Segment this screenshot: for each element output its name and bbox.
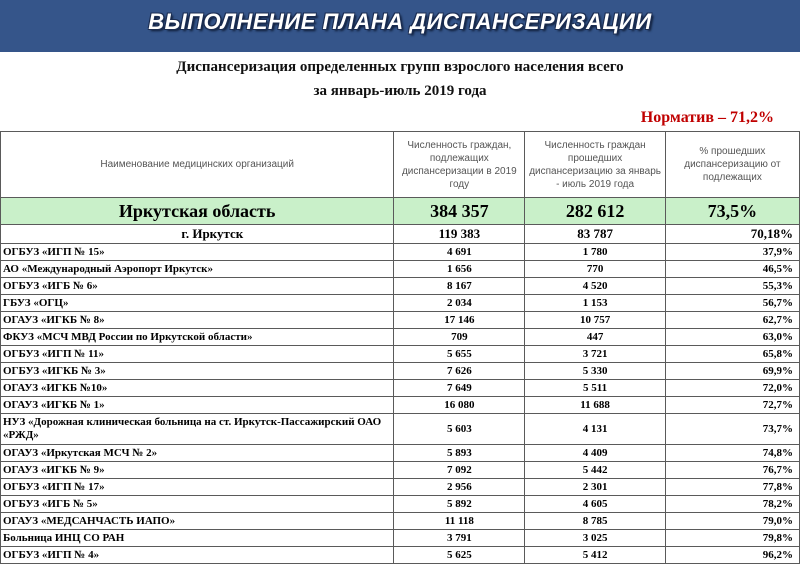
- subject-count-cell: 7 626: [394, 363, 525, 380]
- table-row: [1, 496, 800, 513]
- passed-count-cell: 8 785: [525, 513, 665, 530]
- percent-cell: 37,9%: [665, 244, 799, 261]
- table-row: [1, 513, 800, 530]
- percent-cell: 72,7%: [665, 397, 799, 414]
- subject-count-cell: 1 656: [394, 261, 525, 278]
- passed-count-cell: 5 330: [525, 363, 665, 380]
- header-org: Наименование медицинских организаций: [1, 132, 394, 198]
- passed-count-cell: 10 757: [525, 312, 665, 329]
- passed-count-cell: 4 520: [525, 278, 665, 295]
- subject-count-cell: 5 892: [394, 496, 525, 513]
- header-passed: Численность граждан прошедших диспансеризацию за январь - июль 2019 года: [525, 132, 665, 198]
- subject-count-cell: 5 655: [394, 346, 525, 363]
- org-name-cell: ОГБУЗ «ИГП № 11»: [1, 346, 394, 363]
- city-percent: 70,18%: [665, 225, 799, 244]
- percent-cell: 74,8%: [665, 445, 799, 462]
- table-row: [1, 530, 800, 547]
- table-row: [1, 479, 800, 496]
- passed-count-cell: 5 511: [525, 380, 665, 397]
- percent-cell: 69,9%: [665, 363, 799, 380]
- passed-count-cell: 3 025: [525, 530, 665, 547]
- subject-count-cell: 11 118: [394, 513, 525, 530]
- passed-count-cell: 2 301: [525, 479, 665, 496]
- percent-cell: 79,0%: [665, 513, 799, 530]
- subject-count-cell: 2 034: [394, 295, 525, 312]
- subject-count-cell: 5 893: [394, 445, 525, 462]
- region-subject: 384 357: [394, 198, 525, 225]
- table-row: [1, 244, 800, 261]
- passed-count-cell: 770: [525, 261, 665, 278]
- region-name: Иркутская область: [1, 198, 394, 225]
- region-passed: 282 612: [525, 198, 665, 225]
- region-percent: 73,5%: [665, 198, 799, 225]
- org-name-cell: ОГБУЗ «ИГКБ № 3»: [1, 363, 394, 380]
- passed-count-cell: 5 442: [525, 462, 665, 479]
- org-name-cell: ОГАУЗ «ИГКБ № 1»: [1, 397, 394, 414]
- subject-count-cell: 2 956: [394, 479, 525, 496]
- passed-count-cell: 4 131: [525, 414, 665, 445]
- passed-count-cell: 1 780: [525, 244, 665, 261]
- org-name-cell: ОГБУЗ «ИГП № 4»: [1, 547, 394, 564]
- passed-count-cell: 11 688: [525, 397, 665, 414]
- table-row: [1, 380, 800, 397]
- percent-cell: 72,0%: [665, 380, 799, 397]
- city-total-row: [1, 225, 800, 244]
- org-name-cell: ОГАУЗ «ИГКБ № 9»: [1, 462, 394, 479]
- table-row: [1, 261, 800, 278]
- table-row: [1, 363, 800, 380]
- header-percent: % прошедших диспансеризацию от подлежащих: [665, 132, 799, 198]
- org-name-cell: ОГАУЗ «Иркутская МСЧ № 2»: [1, 445, 394, 462]
- subject-count-cell: 7 092: [394, 462, 525, 479]
- table-row: [1, 397, 800, 414]
- percent-cell: 76,7%: [665, 462, 799, 479]
- passed-count-cell: 5 412: [525, 547, 665, 564]
- table-header-row: [1, 132, 800, 198]
- dispensary-table: [0, 131, 800, 564]
- region-total-row: [1, 198, 800, 225]
- percent-cell: 65,8%: [665, 346, 799, 363]
- table-row: [1, 547, 800, 564]
- passed-count-cell: 1 153: [525, 295, 665, 312]
- table-row: [1, 462, 800, 479]
- percent-cell: 78,2%: [665, 496, 799, 513]
- table-row: [1, 312, 800, 329]
- org-name-cell: ОГБУЗ «ИГП № 15»: [1, 244, 394, 261]
- percent-cell: 62,7%: [665, 312, 799, 329]
- org-name-cell: ОГАУЗ «ИГКБ №10»: [1, 380, 394, 397]
- table-row: [1, 278, 800, 295]
- passed-count-cell: 4 605: [525, 496, 665, 513]
- subject-count-cell: 7 649: [394, 380, 525, 397]
- percent-cell: 79,8%: [665, 530, 799, 547]
- percent-cell: 63,0%: [665, 329, 799, 346]
- subject-count-cell: 5 625: [394, 547, 525, 564]
- subject-count-cell: 8 167: [394, 278, 525, 295]
- percent-cell: 96,2%: [665, 547, 799, 564]
- org-name-cell: ОГБУЗ «ИГБ № 5»: [1, 496, 394, 513]
- passed-count-cell: 3 721: [525, 346, 665, 363]
- org-name-cell: АО «Международный Аэропорт Иркутск»: [1, 261, 394, 278]
- table-row: [1, 445, 800, 462]
- table-row: [1, 295, 800, 312]
- page-title: ВЫПОЛНЕНИЕ ПЛАНА ДИСПАНСЕРИЗАЦИИ: [148, 9, 652, 34]
- percent-cell: 55,3%: [665, 278, 799, 295]
- org-name-cell: ОГАУЗ «ИГКБ № 8»: [1, 312, 394, 329]
- org-name-cell: ФКУЗ «МСЧ МВД России по Иркутской области»: [1, 329, 394, 346]
- percent-cell: 56,7%: [665, 295, 799, 312]
- percent-cell: 46,5%: [665, 261, 799, 278]
- subtitle-line-2: за январь-июль 2019 года: [313, 83, 487, 99]
- subject-count-cell: 4 691: [394, 244, 525, 261]
- norm-label: Норматив – 71,2%: [640, 109, 774, 126]
- org-name-cell: ОГБУЗ «ИГП № 17»: [1, 479, 394, 496]
- subject-count-cell: 5 603: [394, 414, 525, 445]
- subtitle-line-1: Диспансеризация определенных групп взрослого населения всего: [176, 59, 624, 75]
- header-subject: Численность граждан, подлежащих диспансеризации в 2019 году: [394, 132, 525, 198]
- city-subject: 119 383: [394, 225, 525, 244]
- subject-count-cell: 3 791: [394, 530, 525, 547]
- title-banner: [0, 0, 800, 52]
- table-row: [1, 414, 800, 445]
- org-name-cell: Больница ИНЦ СО РАН: [1, 530, 394, 547]
- org-name-cell: НУЗ «Дорожная клиническая больница на ст. Иркутск-Пассажирский ОАО «РЖД»: [1, 414, 394, 445]
- passed-count-cell: 447: [525, 329, 665, 346]
- percent-cell: 77,8%: [665, 479, 799, 496]
- subject-count-cell: 16 080: [394, 397, 525, 414]
- org-name-cell: ОГБУЗ «ИГБ № 6»: [1, 278, 394, 295]
- percent-cell: 73,7%: [665, 414, 799, 445]
- org-name-cell: ОГАУЗ «МЕДСАНЧАСТЬ ИАПО»: [1, 513, 394, 530]
- table-row: [1, 329, 800, 346]
- city-name: г. Иркутск: [1, 225, 394, 244]
- table-row: [1, 346, 800, 363]
- subject-count-cell: 17 146: [394, 312, 525, 329]
- passed-count-cell: 4 409: [525, 445, 665, 462]
- city-passed: 83 787: [525, 225, 665, 244]
- subject-count-cell: 709: [394, 329, 525, 346]
- org-name-cell: ГБУЗ «ОГЦ»: [1, 295, 394, 312]
